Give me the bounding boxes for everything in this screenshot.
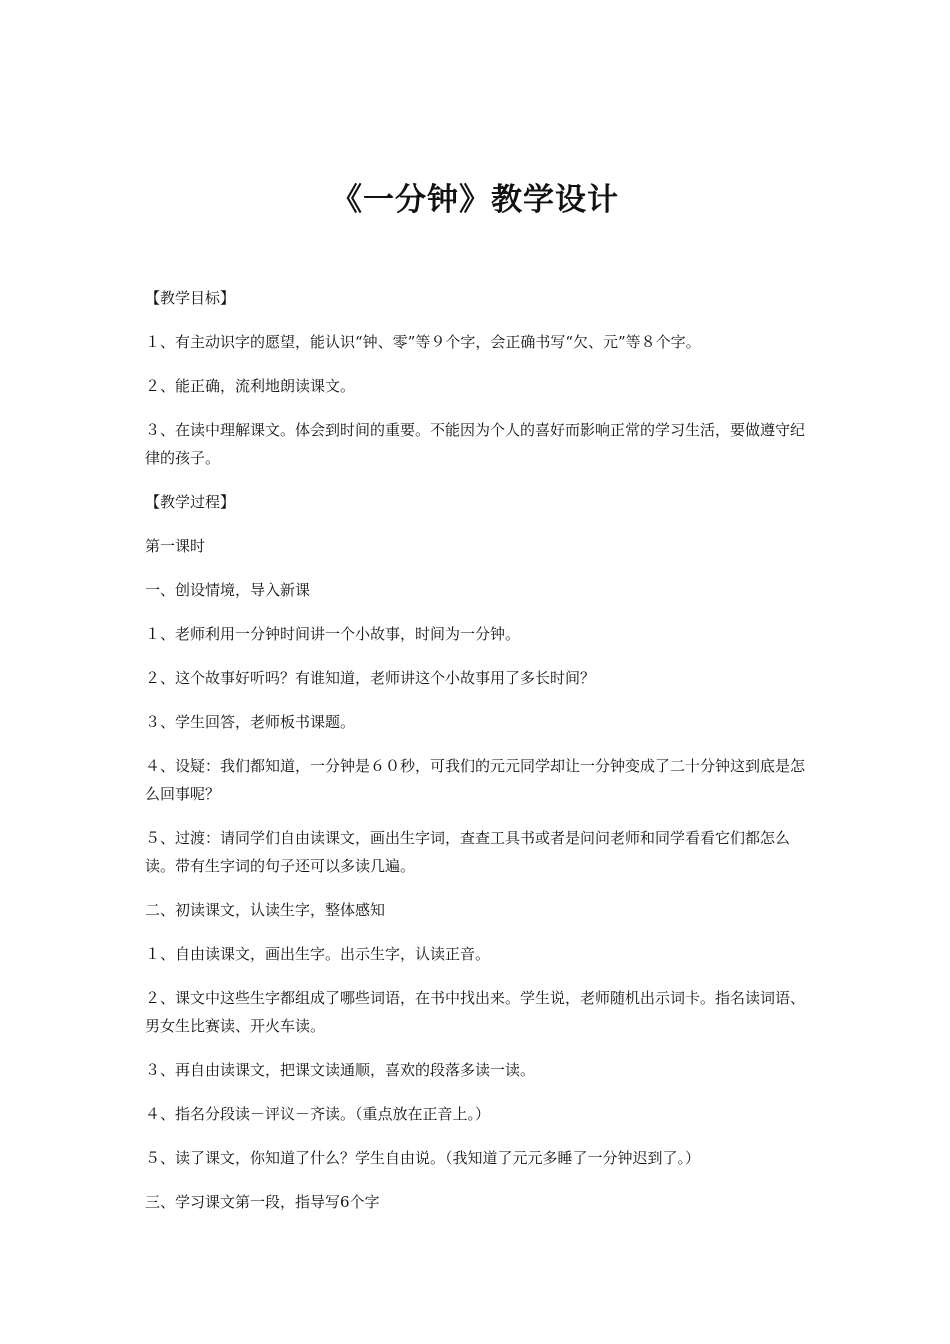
goal-item-2: ２、能正确，流利地朗读课文。 <box>145 377 356 395</box>
section-heading-process: 【教学过程】 <box>145 493 236 511</box>
step-heading-2: 二、初读课文，认读生字，整体感知 <box>145 901 386 919</box>
section-heading-goals: 【教学目标】 <box>145 289 236 307</box>
step-heading-3: 三、学习课文第一段，指导写6个字 <box>145 1193 380 1211</box>
step-item: ５、读了课文，你知道了什么？学生自由说。（我知道了元元多睡了一分钟迟到了。） <box>145 1149 701 1167</box>
step-item: ５、过渡：请同学们自由读课文，画出生字词，查查工具书或者是问问老师和同学看看它们都怎么读。带有生字词的句子还可以多读几遍。 <box>145 829 791 875</box>
step-item: ２、这个故事好听吗？有谁知道，老师讲这个小故事用了多长时间？ <box>145 669 596 687</box>
document-title: 《一分钟》教学设计 <box>331 181 619 218</box>
goal-item-3: ３、在读中理解课文。体会到时间的重要。不能因为个人的喜好而影响正常的学习生活，要做遵守纪律的孩子。 <box>145 421 806 467</box>
step-item: ４、设疑：我们都知道，一分钟是６０秒，可我们的元元同学却让一分钟变成了二十分钟这到底是怎么回事呢？ <box>145 757 806 803</box>
lesson-label: 第一课时 <box>145 537 206 555</box>
step-heading-1: 一、创设情境，导入新课 <box>145 581 311 599</box>
goal-item-1: １、有主动识字的愿望，能认识“钟、零”等９个字，会正确书写“欠、元”等８个字。 <box>145 333 701 351</box>
step-item: ４、指名分段读－评议－齐读。（重点放在正音上。） <box>145 1105 491 1123</box>
step-item: １、自由读课文，画出生字。出示生字，认读正音。 <box>145 945 491 963</box>
step-item: ２、课文中这些生字都组成了哪些词语，在书中找出来。学生说，老师随机出示词卡。指名读词语、男女生比赛读、开火车读。 <box>145 989 806 1035</box>
step-item: ３、学生回答，老师板书课题。 <box>145 713 356 731</box>
step-item: １、老师利用一分钟时间讲一个小故事，时间为一分钟。 <box>145 625 521 643</box>
document-body <box>145 284 810 1232</box>
step-item: ３、再自由读课文，把课文读通顺，喜欢的段落多读一读。 <box>145 1061 536 1079</box>
